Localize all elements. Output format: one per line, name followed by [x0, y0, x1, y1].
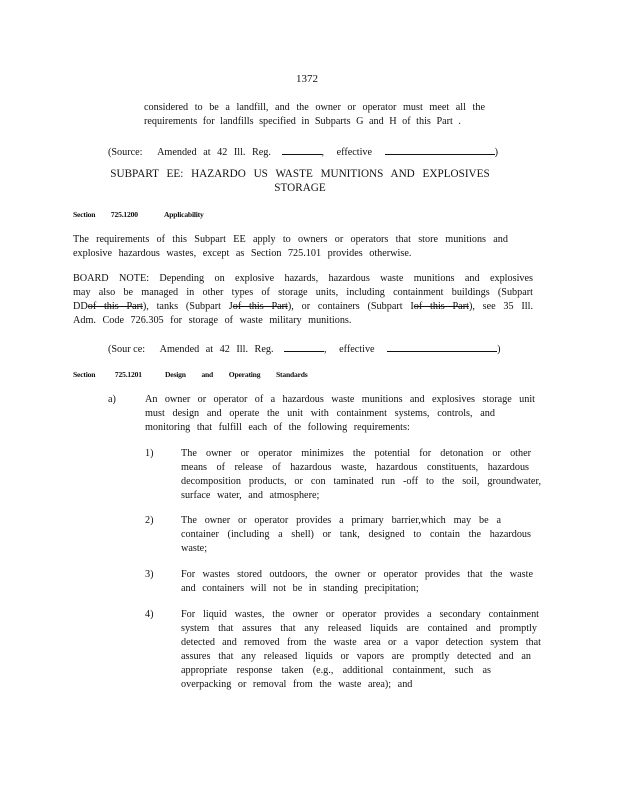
source-label: (Sour ce: [108, 344, 146, 355]
applicability-line-2: explosive hazardous wastes, except as Section 725.101 provides otherwise. [73, 248, 412, 259]
item-label: 2) [145, 515, 154, 526]
subpart-title-line-2: STORAGE [274, 182, 326, 194]
subsection-a-line-3: monitoring that fulfill each of the following requirements: [145, 422, 410, 433]
subsection-label: a) [108, 394, 116, 405]
item-text-line: For wastes stored outdoors, the owner or operator provides that the waste [181, 569, 533, 580]
board-note-line-3: DDof this Part), tanks (Subpart Jof this Part), or containers (Subpart Iof this Part), see 35 Ill. [73, 301, 533, 312]
item-text-line: The owner or operator minimizes the potential for detonation or other [181, 448, 531, 459]
effective-label: effective [336, 147, 373, 158]
page-number: 1372 [296, 73, 318, 85]
item-text-line: detected and removed from the waste area or a vapor detection system that [181, 637, 541, 648]
item-text-line: system that assures that any released liquids are contained and promptly [181, 623, 537, 634]
board-note-line-1: BOARD NOTE: Depending on explosive hazards, hazardous waste munitions and explosives [73, 273, 533, 284]
intro-line-1: considered to be a landfill, and the owner or operator must meet all the [144, 102, 485, 113]
item-text-line: container (including a shell) or tank, designed to contain the hazardous [181, 529, 531, 540]
effective-date-blank [387, 340, 497, 352]
item-label: 3) [145, 569, 154, 580]
item-text-line: decomposition products, or con taminated run -off to the soil, groundwater, [181, 476, 541, 487]
item-text-line: assures that any released liquids or vapors are promptly detected and an [181, 651, 531, 662]
struck-text: of this Part [232, 301, 288, 312]
section-heading: Applicability [164, 210, 204, 219]
board-note-line-2: may also be managed in other types of storage units, including containment buildings (Subpart [73, 287, 533, 298]
subpart-title-line-1: SUBPART EE: HAZARDO US WASTE MUNITIONS AND EXPLOSIVES [110, 168, 490, 180]
source-label: (Source: [108, 147, 143, 158]
item-label: 4) [145, 609, 154, 620]
applicability-line-1: The requirements of this Subpart EE apply to owners or operators that store munitions and [73, 234, 508, 245]
effective-label: effective [339, 344, 375, 355]
subsection-a-line-1: An owner or operator of a hazardous waste munitions and explosives storage unit [145, 394, 535, 405]
board-note-line-4: Adm. Code 726.305 for storage of waste military munitions. [73, 315, 352, 326]
struck-text: of this Part [413, 301, 469, 312]
item-text-line: waste; [181, 543, 208, 554]
source-line: (Source: Amended at 42 Ill. Reg. , effective ) [108, 143, 498, 160]
item-text-line: surface water, and atmosphere; [181, 490, 320, 501]
source-amended-text: Amended at 42 Ill. Reg. [159, 344, 274, 355]
section-number: Section 725.1201 [73, 370, 142, 379]
item-text-line: and containers will not be in standing precipitation; [181, 583, 419, 594]
subsection-a-line-2: must design and operate the unit with containment systems, controls, and [145, 408, 495, 419]
item-text-line: The owner or operator provides a primary barrier,which may be a [181, 515, 501, 526]
item-text-line: appropriate response taken (e.g., additional containment, such as [181, 665, 491, 676]
item-text-line: means of release of hazardous waste, hazardous constituents, hazardous [181, 462, 529, 473]
reg-number-blank [282, 143, 322, 155]
source-amended-text: Amended at 42 Ill. Reg. [157, 147, 271, 158]
intro-line-2: requirements for landfills specified in Subparts G and H of this Part . [144, 116, 461, 127]
struck-text: of this Part [87, 301, 143, 312]
section-number: Section 725.1200 [73, 210, 138, 219]
section-heading: Design and Operating Standards [165, 370, 308, 379]
item-text-line: For liquid wastes, the owner or operator provides a secondary containment [181, 609, 539, 620]
source-line: (Sour ce: Amended at 42 Ill. Reg. , effective ) [108, 340, 501, 357]
reg-number-blank [284, 340, 324, 352]
item-label: 1) [145, 448, 154, 459]
effective-date-blank [385, 143, 495, 155]
item-text-line: overpacking or removal from the waste area); and [181, 679, 413, 690]
